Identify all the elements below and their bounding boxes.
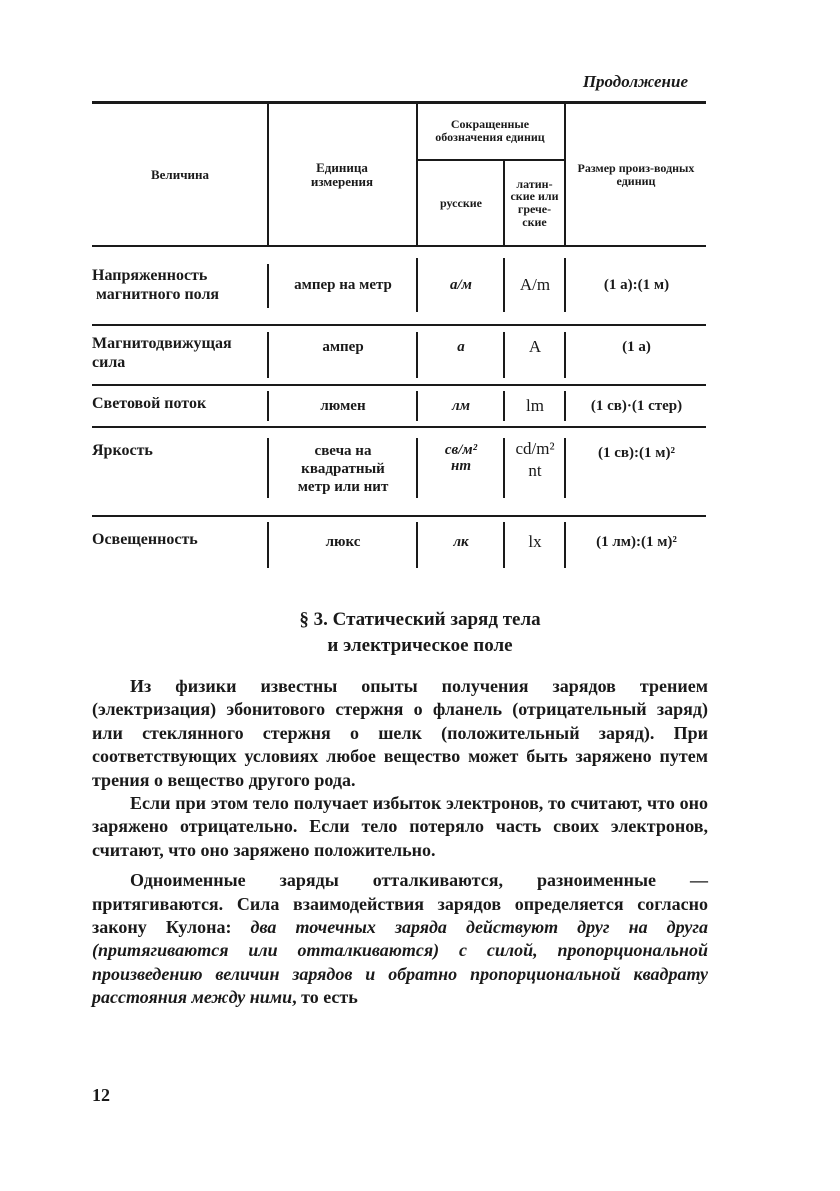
table-cell-unit [270, 440, 416, 498]
table-cell-lat-text: lx [528, 531, 542, 551]
col-rule [503, 522, 505, 568]
row-rule [92, 515, 706, 517]
header-quantity-text: Величина [150, 166, 210, 182]
table-cell-size [567, 258, 706, 312]
col-rule [564, 104, 566, 245]
table-cell-ru-text: лк [453, 533, 469, 550]
col-rule [564, 522, 566, 568]
page-number: 12 [92, 1085, 110, 1105]
table-cell-size-text: (1 лм):(1 м)² [596, 533, 677, 550]
header-unit [290, 140, 394, 210]
table-cell-quantity: Магнитодвижущая сила [92, 335, 232, 372]
table-cell-unit-text: ампер [322, 339, 364, 355]
header-abbreviations-text: Сокращенные обозначения единиц [435, 117, 545, 144]
table-cell-quantity: Световой поток [92, 395, 207, 412]
table-cell-quantity: Освещенность [92, 531, 198, 548]
paragraph-text: Одноименные заряды отталкиваются, разноименные — притягиваются. Сила взаимодействия зарядов определяется согласно закону Кулона: [92, 870, 708, 938]
table-cell-size-text: (1 а) [622, 338, 651, 355]
table-cell-unit [270, 332, 416, 362]
row-rule [92, 426, 706, 428]
table-cell-ru-text: а/м [450, 276, 472, 293]
table-cell-ru-text: лм [452, 397, 470, 414]
header-unit-text: Единица измерения [310, 160, 374, 189]
paragraph: Если при этом тело получает избыток электронов, то считают, что оно заряжено отрицательно. Если тело потеряло часть своих электронов, считают, что оно заряжено положительно. [92, 793, 708, 860]
section-title-line: и электрическое поле [327, 635, 513, 656]
table-cell-quantity: Напряженность магнитного поля [92, 267, 220, 304]
section-body [92, 675, 708, 1010]
continuation-label: Продолжение [582, 72, 688, 91]
col-rule [267, 104, 269, 245]
header-quantity [120, 104, 240, 245]
coulomb-law-statement: два точечных заряда действуют друг на друга (притягиваются или отталкиваются) с силой, пропорциональной произведению величин зарядов и обратно пропорциональной квадрату расстояния между ними [92, 917, 708, 1008]
table-cell-unit [270, 391, 416, 421]
table-cell-size-text: (1 св)·(1 стер) [590, 397, 683, 414]
table-cell-lat [506, 391, 564, 421]
table-cell-lat [506, 332, 564, 362]
row-rule [92, 384, 706, 386]
header-russian-text: русские [440, 195, 482, 210]
table-cell-size [567, 332, 706, 362]
table-cell-ru-text: св/м² нт [444, 441, 478, 474]
table-cell-ru [419, 258, 503, 312]
table-cell-size [567, 440, 706, 466]
col-rule [503, 391, 505, 421]
col-rule [267, 391, 269, 421]
table-cell-unit-text: свеча на квадратный метр или нит [297, 443, 389, 495]
table-cell-lat [506, 440, 564, 480]
table-cell-ru [419, 391, 503, 421]
header-derived-size [572, 120, 700, 230]
col-rule [416, 332, 418, 378]
col-rule [416, 522, 418, 568]
table-cell-unit-text: люкс [325, 534, 361, 550]
table-cell-ru [419, 332, 503, 362]
table-cell-unit-text: ампер на метр [294, 277, 392, 293]
row-rule [92, 324, 706, 326]
table-cell-ru [419, 440, 503, 476]
col-rule [416, 391, 418, 421]
section-title-line: § 3. Статический заряд тела [299, 609, 541, 630]
col-rule [416, 258, 418, 312]
table-cell-lat [506, 527, 564, 557]
table-cell-size-text: (1 св):(1 м)² [598, 444, 675, 461]
col-rule [416, 104, 418, 245]
col-rule [416, 438, 418, 498]
paragraph [92, 869, 708, 1009]
col-rule [267, 332, 269, 378]
table-cell-quantity: Яркость [92, 442, 153, 459]
col-rule [503, 438, 505, 498]
col-rule [267, 438, 269, 498]
paragraph: Из физики известны опыты получения зарядов трением (электризация) эбонитового стержня о фланель (отрицательный заряд) или стеклянного стержня о шелк (положительный заряд). При соответствующих условиях любое вещество может быть заряжено путем трения о вещество другого рода. [92, 676, 708, 790]
col-rule [267, 264, 269, 308]
header-bottom-rule [92, 245, 706, 247]
table-cell-ru-text: а [457, 338, 465, 355]
col-rule [564, 332, 566, 378]
header-latin-text: латин-ские или грече-ские [510, 176, 559, 229]
col-rule [564, 391, 566, 421]
col-rule [503, 161, 505, 245]
table-cell-size [567, 527, 706, 557]
header-latin [507, 164, 562, 242]
table-cell-size-text: (1 а):(1 м) [603, 276, 670, 293]
header-russian [419, 161, 503, 245]
col-rule [503, 258, 505, 312]
table-cell-unit-text: люмен [320, 398, 366, 414]
table-cell-lat-text: A [528, 336, 542, 356]
col-rule [267, 522, 269, 568]
header-derived-size-text: Размер произ-водных единиц [577, 161, 695, 188]
col-rule [503, 332, 505, 378]
header-abbreviations [430, 106, 550, 156]
table-cell-lat-text: A/m [519, 274, 551, 294]
table-cell-unit [270, 258, 416, 312]
col-rule [564, 438, 566, 498]
table-cell-lat-text: cd/m² nt [515, 438, 555, 480]
table-cell-lat [506, 258, 564, 312]
section-title [180, 607, 660, 659]
table-cell-ru [419, 527, 503, 557]
col-rule [564, 258, 566, 312]
table-cell-unit [270, 527, 416, 557]
table-cell-lat-text: lm [526, 395, 544, 415]
table-cell-size [567, 391, 706, 421]
paragraph-text: , то есть [292, 987, 358, 1008]
